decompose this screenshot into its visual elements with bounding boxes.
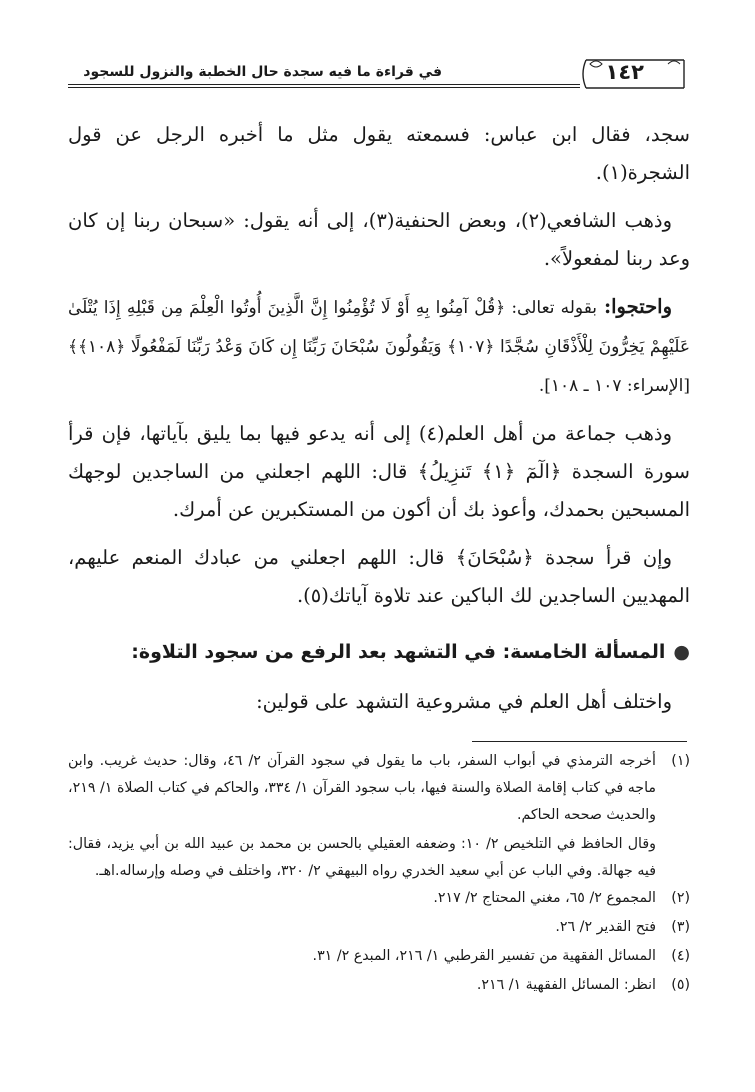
footnote-number: (٣): [671, 919, 690, 935]
footnote-number: (٤): [671, 948, 690, 964]
page-number: ١٤٢: [605, 60, 644, 84]
footnote-number: (٢): [671, 890, 690, 906]
page-number-ornament: [580, 52, 690, 92]
footnote-number: (١): [671, 753, 690, 769]
main-text: [68, 116, 690, 625]
header-rule: [68, 84, 580, 88]
footnote-1: [68, 748, 690, 829]
footnote-separator: [472, 741, 687, 742]
paragraph-3: [68, 288, 690, 405]
footnote-text: انظر: المسائل الفقهية ١/ ٢١٦.: [476, 977, 656, 993]
footnote-4: [68, 943, 690, 970]
paragraph-5: وإن قرأ سجدة ﴿سُبْحَانَ﴾ قال: اللهم اجعلني من عبادك المنعم عليهم، المهديين الساجدين لك الباكين عند تلاوة آياتك(٥).: [68, 546, 690, 607]
page-header: [68, 52, 690, 96]
footnote-3: [68, 914, 690, 941]
footnote-text: فتح القدير ٢/ ٢٦.: [555, 919, 656, 935]
bullet-icon: ●: [673, 641, 690, 663]
paragraph-1: سجد، فقال ابن عباس: فسمعته يقول مثل ما أخبره الرجل عن قول الشجرة(١).: [68, 123, 690, 184]
footnote-text: المسائل الفقهية من تفسير القرطبي ١/ ٢١٦، المبدع ٢/ ٣١.: [312, 948, 656, 964]
footnote-text: المجموع ٢/ ٦٥، مغني المحتاج ٢/ ٢١٧.: [433, 890, 656, 906]
argument-lead: واحتجوا:: [603, 295, 672, 318]
running-title: في قراءة ما فيه سجدة حال الخطبة والنزول للسجود: [83, 64, 442, 80]
footnote-text: أخرجه الترمذي في أبواب السفر، باب ما يقول في سجود القرآن ٢/ ٤٦، وقال: حديث غريب. وابن ماجه في كتاب إقامة الصلاة والسنة فيها، باب سجود القرآن ١/ ٣٣٤، والحاكم في كتاب الصلاة ١/ ٢١٩، والحديث صححه الحاكم.: [68, 753, 656, 823]
footnote-number: (٥): [671, 977, 690, 993]
quran-quote: بقوله تعالى: ﴿قُلْ آمِنُوا بِهِ أَوْ لَا تُؤْمِنُوا إِنَّ الَّذِينَ أُوتُوا الْعِلْمَ مِن قَبْلِهِ إِذَا يُتْلَىٰ عَلَيْهِمْ يَخِرُّونَ لِلْأَذْقَانِ سُجَّدًا ﴿١٠٧﴾ وَيَقُولُونَ سُبْحَانَ رَبِّنَا إِن كَانَ وَعْدُ رَبِّنَا لَمَفْعُولًا ﴿١٠٨﴾﴾ [الإسراء: ١٠٧ ـ ١٠٨].: [68, 298, 690, 396]
section-heading: [68, 634, 690, 670]
footnote-2: [68, 885, 690, 912]
section-intro: واختلف أهل العلم في مشروعية التشهد على قولين:: [256, 690, 672, 713]
paragraph-4: وذهب جماعة من أهل العلم(٤) إلى أنه يدعو فيها بما يليق بآياتها، فإن قرأ سورة السجدة ﴿الٓمٓ ﴿١﴾ تَنزِيلُ﴾ قال: اللهم اجعلني من الساجدين لوجهك المسبحين بحمدك، وأعوذ بك أن أكون من المستكبرين عن أمرك.: [68, 422, 690, 521]
footnote-1-continuation: وقال الحافظ في التلخيص ٢/ ١٠: وضعفه العقيلي بالحسن بن محمد بن عبيد الله بن أبي يزيد، فقال: فيه جهالة. وفي الباب عن أبي سعيد الخدري رواه البيهقي ٢/ ٣٢٠، واختلف في وصله وإرساله.اهـ.: [68, 836, 656, 879]
footnotes: [68, 748, 690, 1001]
footnote-5: [68, 972, 690, 999]
paragraph-2: وذهب الشافعي(٢)، وبعض الحنفية(٣)، إلى أنه يقول: «سبحان ربنا إن كان وعد ربنا لمفعولاً».: [68, 209, 690, 270]
section-title: المسألة الخامسة: في التشهد بعد الرفع من سجود التلاوة:: [131, 641, 666, 663]
